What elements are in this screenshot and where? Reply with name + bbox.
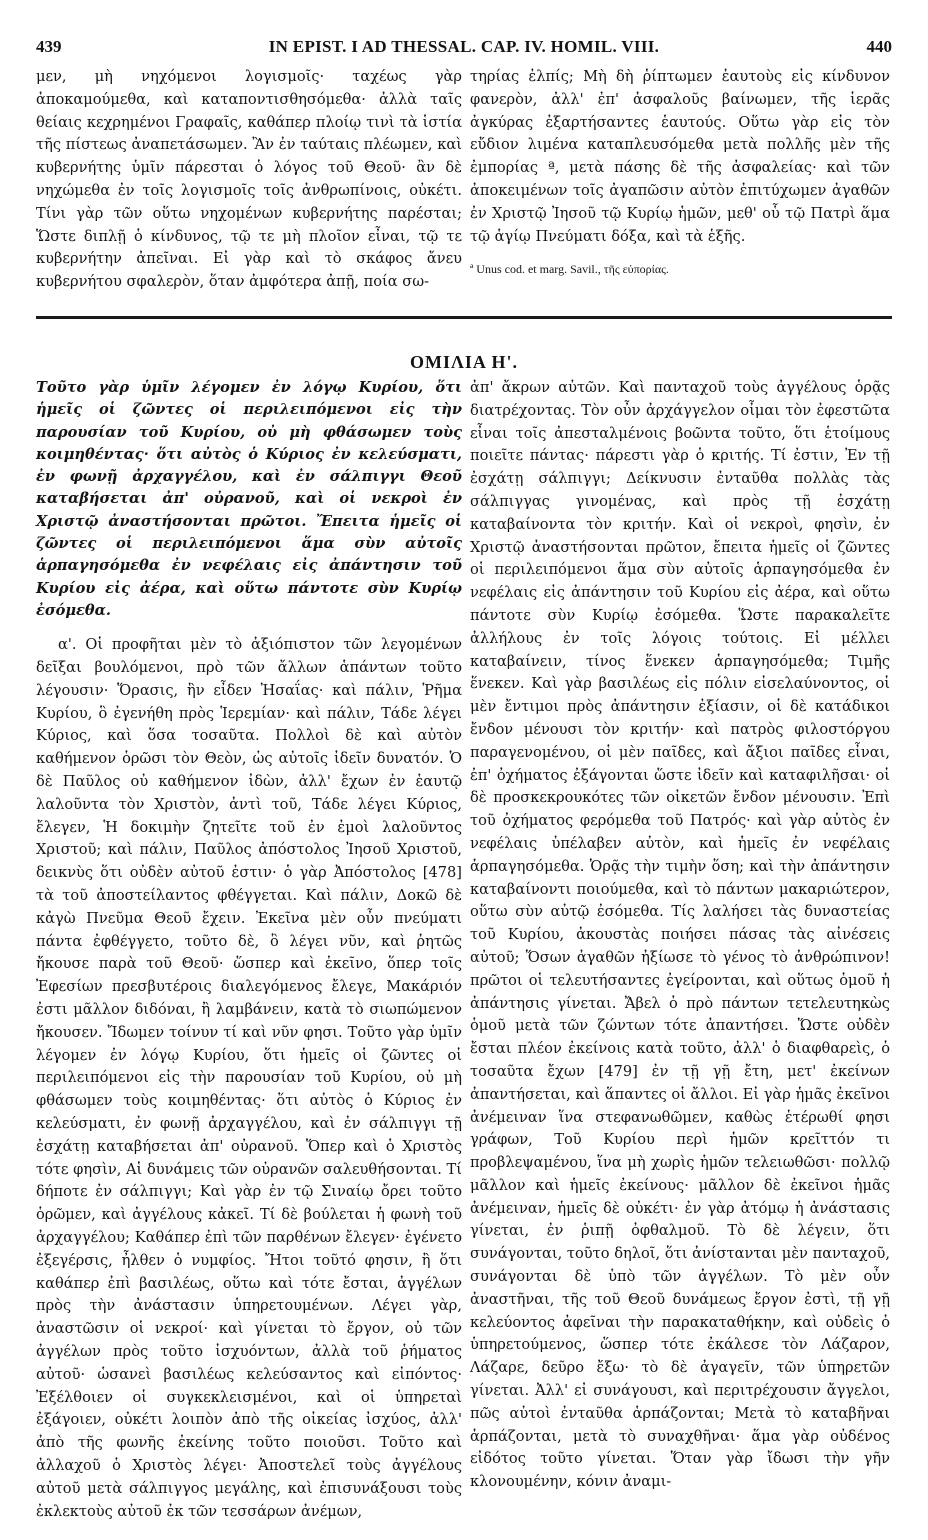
body-left-column [36,377,462,1523]
top-right-text: τηρίας ἐλπίς; Μὴ δὴ ῥίπτωμεν ἑαυτοὺς εἰς κίνδυνον φανερὸν, ἀλλ' ἐπ' ἀσφαλοῦς βαίνωμεν, τῆς ἱερᾶς ἀγκύρας ἐξαρτήσαντες ἑαυτούς. Οὕτω γὰρ εἰς τὸν εὔδιον λιμένα καταπλευσόμεθα μετὰ πολλῆς μὲν τῆς ἐμπορίας ª, μετὰ πάσης δὲ τῆς ἀσφαλείας· καὶ τῶν ἀποκειμένων τοῖς ἀγαπῶσιν αὐτὸν ἐπιτύχωμεν ἀγαθῶν ἐν Χριστῷ Ἰησοῦ τῷ Κυρίῳ ἡμῶν, μεθ' οὗ τῷ Πατρὶ ἅμα τῷ ἁγίῳ Πνεύματι δόξα, καὶ τὰ ἑξῆς. [470,68,890,245]
top-right-column [470,66,890,248]
top-left-column [36,66,462,294]
scripture-quote: Τοῦτο γὰρ ὑμῖν λέγομεν ἐν λόγῳ Κυρίου, ὅτι ἡμεῖς οἱ ζῶντες οἱ περιλειπόμενοι εἰς τὴν παρουσίαν τοῦ Κυρίου, οὐ μὴ φθάσωμεν τοὺς κοιμηθέντας· ὅτι αὐτὸς ὁ Κύριος ἐν κελεύσματι, ἐν φωνῇ ἀρχαγγέλου, καὶ ἐν σάλπιγγι Θεοῦ καταβήσεται ἀπ' οὐρανοῦ, καὶ οἱ νεκροὶ ἐν Χριστῷ ἀναστήσονται πρῶτοι. Ἔπειτα ἡμεῖς οἱ ζῶντες οἱ περιλειπόμενοι ἅμα σὺν αὐτοῖς ἁρπαγησόμεθα ἐν νεφέλαις εἰς ἀπάντησιν τοῦ Κυρίου εἰς ἀέρα, καὶ οὕτω πάντοτε σὺν Κυρίῳ ἐσόμεθα. [36,379,462,619]
section-divider [36,316,892,319]
commentary-right: ἀπ' ἄκρων αὐτῶν. Καὶ πανταχοῦ τοὺς ἀγγέλους ὁρᾷς διατρέχοντας. Τὸν οὖν ἀρχάγγελον οἶμαι τὸν ἐφεστῶτα εἶναι τοῖς ἀπεσταλμένοις βοῶντα τοῦτο, ὅτι ἑτοίμους ποιεῖτε πάντας· πάρεστι γὰρ ὁ κριτής. Τί ἐστιν, Ἐν τῇ ἐσχάτῃ σάλπιγγι; Δείκνυσιν ἐνταῦθα πολλὰς τὰς σάλπιγγας γινομένας, καὶ πρὸς τῇ ἐσχάτῃ καταβαίνοντα τὸν κριτήν. Καὶ οἱ νεκροὶ, φησὶν, ἐν Χριστῷ ἀναστήσονται πρῶτον, ἔπειτα ἡμεῖς οἱ ζῶντες οἱ περιλειπόμενοι ἅμα σὺν αὐτοῖς ἁρπαγησόμεθα ἐν νεφέλαις εἰς ἀπάντησιν τοῦ Κυρίου εἰς ἀέρα, καὶ οὕτω πάντοτε σὺν Κυρίῳ ἐσόμεθα. Ὥστε παρακαλεῖτε ἀλλήλους ἐν τοῖς λόγοις τούτοις. Εἰ μέλλει καταβαίνειν, τίνος ἕνεκεν ἁρπαγησόμεθα; Τιμῆς ἕνεκεν. Καὶ γὰρ βασιλέως εἰς πόλιν εἰσελαύνοντος, οἱ μὲν ἔντιμοι πρὸς ἀπάντησιν ἐξίασιν, οἱ δὲ κατάδικοι ἔνδον μένουσι τὸν κριτήν· καὶ πατρὸς φιλοστόργου παραγενομένου, οἱ μὲν παῖδες, καὶ ἄξιοι παῖδες εἶναι, ἐπ' ὀχήματος ἐξάγονται ὥστε ἰδεῖν καὶ καταφιλῆσαι· οἱ δὲ προσκεκρουκότες τῶν οἰκετῶν ἔνδον μένουσιν. Ἐπὶ τοῦ ὀχήματος φερόμεθα τοῦ Πατρός· καὶ γὰρ αὐτὸς ἐν νεφέλαις ὑπέλαβεν αὐτὸν, καὶ ἡμεῖς ἐν νεφέλαις ἁρπαγησόμεθα. Ὁρᾷς τὴν τιμὴν ὅση; καὶ τὴν ἀπάντησιν καταβαίνοντι ποιούμεθα, καὶ τὸ πάντων μακαριώτερον, οὕτω σὺν αὐτῷ ἐσόμεθα. Τίς λαλήσει τὰς δυναστείας τοῦ Κυρίου, ἀκουστὰς ποιήσει πάσας τὰς αἰνέσεις αὐτοῦ; Ὅσων ἀγαθῶν ἠξίωσε τὸ γένος τὸ ἀνθρώπινον! πρῶτοι οἱ τελευτήσαντες ἐγείρονται, καὶ οὕτως ὁμοῦ ἡ ἀπάντησις γίνεται. Ἄβελ ὁ πρὸ πάντων τετελευτηκὼς ὁμοῦ μετὰ τῶν ζώντων τότε ἀπαντήσει. Ὥστε οὐδὲν ἔσται πλέον ἐκείνοις κατὰ τοῦτο, ἀλλ' ὁ διαφθαρεὶς, ὁ τοσαῦτα ἔχων [479] ἐν τῇ γῇ ἔτη, μετ' ἐκείνων ἀπαντήσεται, καὶ ἅπαντες οἱ ἄλλοι. Εἰ γὰρ ἡμᾶς ἐκεῖνοι ἀνέμειναν ἵνα στεφανωθῶμεν, καθὼς ἑτέρωθί φησι γράφων, Τοῦ Κυρίου περὶ ἡμῶν κρεῖττόν τι προβλεψαμένου, ἵνα μὴ χωρὶς ἡμῶν τελειωθῶσι· πολλῷ μᾶλλον καὶ ἡμεῖς ἐκείνους· μᾶλλον δὲ ἐκεῖνοι ἡμᾶς ἀνέμειναν, ἡμεῖς δὲ οὐκέτι· ἐν γὰρ ἀτόμῳ ἡ ἀνάστασις γίνεται, ἐν ῥιπῇ ὀφθαλμοῦ. Τὸ δὲ λέγειν, ὅτι συνάγονται, τοῦτο δηλοῖ, ὅτι ἀνίστανται μὲν πανταχοῦ, συνάγονται δὲ ὑπὸ τῶν ἀγγέλων. Τὸ μὲν οὖν ἀναστῆναι, τῆς τοῦ Θεοῦ δυνάμεως ἔργον ἐστὶ, τῇ γῇ κελεύοντος ἀφεῖναι τὴν παρακαταθήκην, καὶ οὐδεὶς ὁ ὑπηρετούμενος, ὥσπερ τότε ἐκάλεσε τὸν Λάζαρον, Λάζαρε, δεῦρο ἔξω· τὸ δὲ ἀγαγεῖν, τῶν ὑπηρετῶν γίνεται. Ἀλλ' εἰ συνάγουσι, καὶ περιτρέχουσιν ἄγγελοι, πῶς αὐτοὶ ἐνταῦθα ἁρπάζονται; Μετὰ τὸ καταβῆναι ἁρπάζονται, μετὰ τὸ συναχθῆναι· ἅμα γὰρ οὐδένος εἰδότος τοῦτο γίνεται. Ὅταν γὰρ ἴδωσι τὴν γῆν κλονουμένην, κόνιν ἀναμι- [470,379,891,1491]
page-number-right: 440 [866,37,892,56]
page-number-left: 439 [36,37,62,56]
homily-title: ΟΜΙΛΙΑ Η'. [410,352,518,372]
footnote: ª Unus cod. et marg. Savil., τῆς εὐπορίας. [470,262,669,276]
running-header [36,37,892,61]
commentary-left: α'. Οἱ προφῆται μὲν τὸ ἀξιόπιστον τῶν λεγομένων δεῖξαι βουλόμενοι, πρὸ τῶν ἄλλων ἁπάντων τοῦτο λέγουσιν· Ὅρασις, ἣν εἶδεν Ἠσαΐας· καὶ πάλιν, Ῥῆμα Κυρίου, ὃ ἐγενήθη πρὸς Ἱερεμίαν· καὶ πάλιν, Τάδε λέγει Κύριος, καὶ ὅσα τοσαῦτα. Πολλοὶ δὲ καὶ αὐτὸν καθήμενον ὁρῶσι τὸν Θεὸν, ὡς αὐτοῖς ἰδεῖν δυνατόν. Ὁ δὲ Παῦλος οὐ καθήμενον ἰδὼν, ἀλλ' ἔχων ἐν ἑαυτῷ λαλοῦντα τὸν Χριστὸν, ἀντὶ τοῦ, Τάδε λέγει Κύριος, ἔλεγεν, Ἡ δοκιμὴν ζητεῖτε τοῦ ἐν ἐμοὶ λαλοῦντος Χριστοῦ; καὶ πάλιν, Παῦλος ἀπόστολος Ἰησοῦ Χριστοῦ, δεικνὺς ὅτι οὐδὲν αὐτοῦ ἐστιν· ὁ γὰρ Ἀπόστολος [478] τὰ τοῦ ἀποστείλαντος φθέγγεται. Καὶ πάλιν, Δοκῶ δὲ κἀγὼ Πνεῦμα Θεοῦ ἔχειν. Ἐκεῖνα μὲν οὖν πνεύματι πάντα ἐφθέγγετο, τοῦτο δὲ, ὃ λέγει νῦν, καὶ ῥητῶς ἤκουσε παρὰ τοῦ Θεοῦ· ὥσπερ καὶ ἐκεῖνο, ὅπερ τοῖς Ἐφεσίων πρεσβυτέροις διαλεγόμενος ἔλεγε, Μακάριόν ἐστι μᾶλλον διδόναι, ἢ λαμβάνειν, κατὰ τὸ σιωπώμενον ἤκουσεν. Ἴδωμεν τοίνυν τί καὶ νῦν φησι. Τοῦτο γὰρ ὑμῖν λέγομεν ἐν λόγῳ Κυρίου, ὅτι ἡμεῖς οἱ ζῶντες οἱ περιλειπόμενοι εἰς τὴν παρουσίαν τοῦ Κυρίου, οὐ μὴ φθάσωμεν τοὺς κοιμηθέντας· ὅτι αὐτὸς ὁ Κύριος ἐν κελεύσματι, ἐν φωνῇ ἀρχαγγέλου, καὶ ἐν σάλπιγγι τῇ ἐσχάτῃ καταβήσεται ἀπ' οὐρανοῦ. Ὅπερ καὶ ὁ Χριστὸς τότε φησὶν, Αἱ δυνάμεις τῶν οὐρανῶν σαλευθήσονται. Τί δήποτε ἐν σάλπιγγι; Καὶ γὰρ ἐν τῷ Σιναίῳ ὄρει τοῦτο ὁρῶμεν, καὶ ἀγγέλους κἀκεῖ. Τί δὲ βούλεται ἡ φωνὴ τοῦ ἀρχαγγέλου; Καθάπερ ἐπὶ τῶν παρθένων ἔλεγεν· ἐγένετο ἐξεγέρσις, ἦλθεν ὁ νυμφίος. Ἤτοι τοῦτό φησιν, ἢ ὅτι καθάπερ ἐπὶ βασιλέως, οὕτω καὶ τότε ἔσται, ἀγγέλων πρὸς τὴν ἀνάστασιν ὑπηρετουμένων. Λέγει γὰρ, ἀναστῶσιν οἱ νεκροί· καὶ γίνεται τὸ ἔργον, οὐ τῶν ἀγγέλων πρὸς τοῦτο ἰσχυόντων, ἀλλὰ τοῦ ῥήματος αὐτοῦ· ὡσανεὶ βασιλέως κελεύσαντος καὶ εἰπόντος· Ἐξέλθοιεν οἱ συγκεκλεισμένοι, καὶ οἱ ὑπηρεταὶ ἐξάγοιεν, οὐκέτι λοιπὸν ἀπὸ τῆς οἰκείας ἰσχύος, ἀλλ' ἀπὸ τῆς φωνῆς ἐκείνης τοῦτο ποιοῦσι. Τοῦτο καὶ ἀλλαχοῦ ὁ Χριστὸς λέγει· Ἀποστελεῖ τοὺς ἀγγέλους αὐτοῦ μετὰ σάλπιγγος μεγάλης, καὶ ἐπισυνάξουσι τοὺς ἐκλεκτοὺς αὐτοῦ ἐκ τῶν τεσσάρων ἀνέμων, [36,636,462,1520]
top-left-text: μεν, μὴ νηχόμενοι λογισμοῖς· ταχέως γὰρ ἀποκαμούμεθα, καὶ καταποντισθησόμεθα· ἀλλὰ ταῖς θείαις κεχρημένοι Γραφαῖς, καθάπερ πλοίῳ τινὶ τὰ ἱστία τῆς πίστεως ἀναπετάσωμεν. Ἂν ἐν ταύταις πλέωμεν, καὶ κυβερνήτης ὑμῖν πάρεσται ὁ λόγος τοῦ Θεοῦ· ἂν δὲ νηχώμεθα ἐν τοῖς λογισμοῖς τοῖς ἀνθρωπίνοις, οὐκέτι. Τίνι γὰρ τῶν οὕτω νηχομένων κυβερνήτης παρέσται; Ὥστε διπλῇ ὁ κίνδυνος, τῷ τε μὴ πλοῖον εἶναι, τῷ τε κυβερνήτην ἀπεῖναι. Εἰ γὰρ καὶ τὸ σκάφος ἄνευ κυβερνήτου σφαλερὸν, ὅταν ἀμφότερα ἀπῇ, ποία σω- [36,68,462,291]
body-right-column [470,377,890,1494]
running-title: IN EPIST. I AD THESSAL. CAP. IV. HOMIL. VIII. [268,37,660,56]
